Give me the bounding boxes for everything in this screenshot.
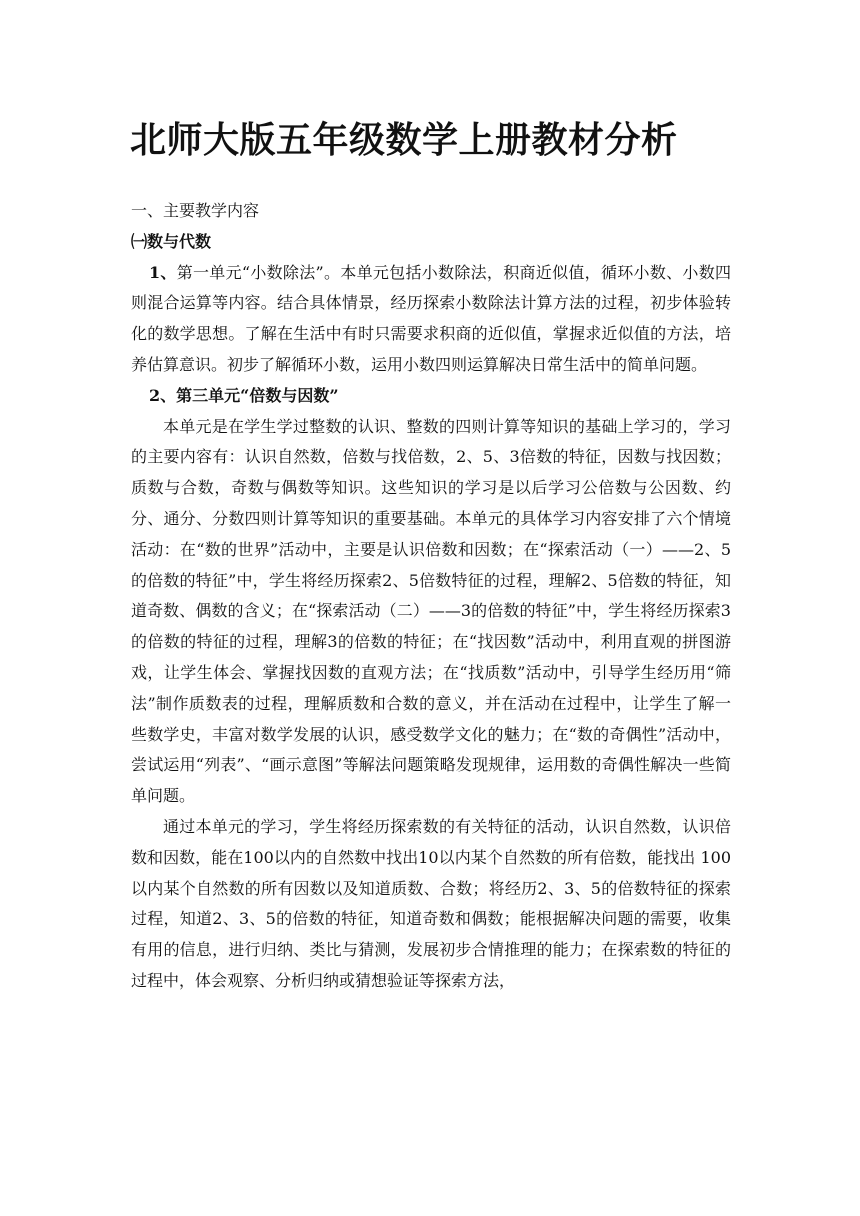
item-1-number: 1、 [149,262,177,282]
item-heading-unit-3-multiples-factors: 2、第三单元“倍数与因数” [149,385,339,405]
document-body [131,196,731,997]
section-heading-main-content: 一、主要教学内容 [131,201,260,220]
subsection-heading-numbers-algebra: ㈠数与代数 [131,231,212,251]
paragraph-unit-3-overview: 本单元是在学生学过整数的认识、整数的四则计算等知识的基础上学习的，学习的主要内容有：认识自然数，倍数与找倍数，2、5、3倍数的特征，因数与找因数；质数与合数，奇数与偶数等知识。这些知识的学习是以后学习公倍数与公因数、约分、通分、分数四则计算等知识的重要基础。本单元的具体学习内容安排了六个情境活动：在“数的世界”活动中，主要是认识倍数和因数；在“探索活动（一）——2、5的倍数的特征”中，学生将经历探索2、5倍数特征的过程，理解2、5倍数的特征，知道奇数、偶数的含义；在“探索活动（二）——3的倍数的特征”中，学生将经历探索3的倍数的特征的过程，理解3的倍数的特征；在“找因数”活动中，利用直观的拼图游戏，让学生体会、掌握找因数的直观方法；在“找质数”活动中，引导学生经历用“筛法”制作质数表的过程，理解质数和合数的意义，并在活动在过程中，让学生了解一些数学史，丰富对数学发展的认识，感受数学文化的魅力；在“数的奇偶性”活动中，尝试运用“列表”、“画示意图”等解法问题策略发现规律，运用数的奇偶性解决一些简单问题。 [131,416,731,806]
paragraph-unit-1-decimal-division [131,258,731,381]
document-title: 北师大版五年级数学上册教材分析 [130,120,678,161]
paragraph-unit-3-learning-goals: 通过本单元的学习，学生将经历探索数的有关特征的活动，认识自然数，认识倍数和因数，能在100以内的自然数中找出10以内某个自然数的所有倍数，能找出 100以内某个自然数的所有因数以及知道质数、合数；将经历2、3、5的倍数特征的探索过程，知道2、3、5的倍数的特征，知道奇数和偶数；能根据解决问题的需要，收集有用的信息，进行归纳、类比与猜测，发展初步合情推理的能力；在探索数的特征的过程中，体会观察、分析归纳或猜想验证等探索方法， [131,816,731,990]
item-1-text: 第一单元“小数除法”。本单元包括小数除法，积商近似值，循环小数、小数四则混合运算等内容。结合具体情景，经历探索小数除法计算方法的过程，初步体验转化的数学思想。了解在生活中有时只需要求积商的近似值，掌握求近似值的方法，培养估算意识。初步了解循环小数，运用小数四则运算解决日常生活中的简单问题。 [131,262,731,374]
